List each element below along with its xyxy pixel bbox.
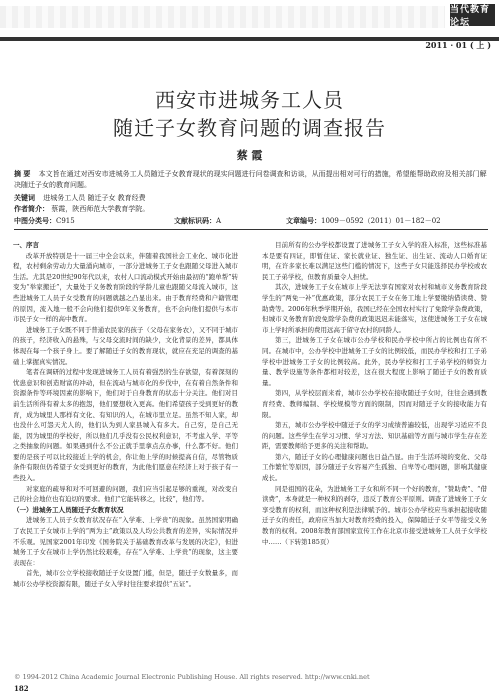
header-pattern [0, 6, 445, 28]
page-number: 182 [14, 684, 29, 693]
paragraph: 对家庭的疏导和对不可回避的问题，我们应当引起足够的重视，对改变自己的社会地位也有迫切的要求。他们“它能转移之，比较”，他们等。 [13, 484, 238, 504]
issue-number: 2011 · 01 ( 上 ) [425, 40, 491, 50]
keywords-label: 关键词 [14, 193, 35, 202]
clc-field: 中图分类号：C915 [14, 216, 75, 225]
journal-logo: 当代教育论坛 [450, 4, 495, 26]
paragraph: 首先，城市公立学校接收随迁子女设置门槛，但是，随迁子女数量多，而城市公办学校资源有限，随迁子女入学时往往要求提供“五证”。 [13, 569, 238, 588]
paragraph: 进城务工子女既不同于普通农民家的孩子（父母在家务农），又不同于城市的孩子，经济收入的悬殊，与父母交流时间的缺少，文化背景的差异，都具体体现在每一个孩子身上。要了解随迁子女的教育现状，就应在充足的调查的基础上掌握真实情况。 [13, 325, 238, 366]
paragraph: 目前所有的公办学校都设置了进城务工子女入学的准入标准，这些标准基本是要有四证，即暂住证、家长就业证、独生证、出生证、流动人口婚育证明，在许多家长难以满足这些门槛的情况下，这些子女只能选择民办学校或农民工子弟学校，但教育质量令人担忧。 [262, 241, 487, 281]
article-title-line2: 随迁子女教育问题的调查报告 [113, 116, 386, 140]
abstract-label: 摘 要 [14, 169, 31, 178]
author-info-label: 作者简介： [14, 204, 49, 213]
paragraph: 第三，进城务工子女在城市公办学校和民办学校中所占的比例也有所不同。在城市中，公办学校中进城务工子女的比例较低，而民办学校和打工子弟学校中进城务工子女的比例较高。此外，民办学校和打工子弟学校的师资力量、教学设施等条件都相对较差，这在很大程度上影响了随迁子女的教育质量。 [262, 336, 487, 387]
left-column [13, 240, 238, 590]
meta-divider [14, 229, 488, 230]
abstract-text: 本文旨在通过对西安市进城务工人员随迁子女教育现状的现实问题进行问卷调查和访谈，从而提出相对可行的措施，希望能帮助政府及相关部门解决随迁子女的教育问题。 [14, 170, 487, 189]
paragraph: 第四，从学校层面来看，城市公办学校在接收随迁子女时，往往会遇到教育经费、教师编制、学校规模等方面的限制，因而对随迁子女的接收能力有限。 [262, 389, 487, 419]
paragraph: 进城务工人员子女教育状况存在“入学难、上学贵”的现象。虽然国家明确了农民工子女城市上学的“两为主”政策以及人均公共教育的差异，实际情况并不乐观。见国家2001年印发《国务院关于基础教育改革与发展的决定》，但进城务工子女在城市上学仍然比较艰难，存在“入学难、上学贵”的现象，这主要表现在： [13, 516, 238, 567]
abstract [14, 168, 488, 191]
journal-header [0, 0, 499, 36]
author-name: 蔡 霞 [236, 149, 263, 162]
copyright-footer: © 1994-2012 China Academic Journal Electronic Publishing House. All rights reserved. http://www.cnki.net [14, 673, 370, 681]
paragraph: 同是祖国的花朵，为进城务工子女和所不同一个好的教育，“赞助费”、“借读费”，本身就是一种权利的剥夺，违反了教育公平原则。调查了进城务工子女享受教育的权利，而这种权利是法律赋予的。城市公办学校应当承担起接收随迁子女的责任，政府应当加大对教育经费的投入，保障随迁子女平等接受义务教育的权利。2008年教育部国家宣传工作在北京市接受进城务工人员子女学校中……（下转第185页） [262, 484, 487, 546]
keywords-text: 进城务工人员 随迁子女 教育经费 [43, 194, 146, 202]
paragraph: 其次，进城务工子女在城市上学无法享有国家对农村和城市义务教育阶段学生的“两免一补”优惠政策，部分农民工子女在务工地上学要缴纳借读费、赞助费等。2006年秋季学期开始，我国已经在全国农村实行了免除学杂费政策，但城市义务教育阶段免除学杂费的政策迟迟未能落实，这使进城务工子女在城市上学时所承担的费用远高于留守农村的同龄人。 [262, 283, 487, 334]
paragraph: 改革开放特别是十一届三中全会以来，伴随着我国社会工业化、城市化进程，农村剩余劳动力大量涌向城市，一部分进城务工子女也跟随父母进入城市生活。尤其是20世纪90年代以来，农村人口流动模式开始由最初的“跑单帮”转变为“举家搬迁”，大量处于义务教育阶段的学龄儿童也跟随父母流入城市，这些进城务工人员子女受教育的问题就越之凸显出来。由于教育经费和户籍管理的原因，流入地一般不会向他们提供9年义务教育，也不会向他们提供与本市市民子女一样的高中教育。 [13, 251, 238, 324]
article-number-field: 文章编号：1009－0592（2011）01－182－02 [286, 216, 441, 225]
section-heading: （一）进城务工人员随迁子女教育状况 [13, 505, 124, 514]
author-info [14, 203, 488, 215]
section-heading: 一、序言 [13, 241, 39, 249]
author-info-text: 蔡霞，陕西师范大学教育学院。 [51, 205, 150, 213]
article-title-line1: 西安市进城务工人员 [155, 88, 344, 112]
doc-code-field: 文献标识码：A [174, 216, 222, 225]
right-column [262, 240, 487, 547]
paragraph: 第六，随迁子女的心理健康问题也日益凸显。由于生活环境的变化、父母工作繁忙等原因，部分随迁子女容易产生孤独、自卑等心理问题，影响其健康成长。 [262, 452, 487, 483]
header-rule [0, 37, 499, 41]
paragraph: 第五，城市公办学校中随迁子女的学习成绩普遍较低，出现学习适应不良的问题。这些学生在学习习惯、学习方法、知识基础等方面与城市学生存在差距，需要教师给予更多的关注和帮助。 [262, 421, 487, 451]
paragraph: 笔者在调研的过程中发现进城务工人员有着强烈的生存欲望，有着深刻的忧患意识和创造财富的冲动，但在流动与城市化的步伐中，在有着自然条件和资源条件等环境因素的影响下，他们对于自身教育的状态十分关注。他们对目前生活所得有着太多的抱怨，他们要想收入更高。他们希望孩子受到更好的教育，成为城里人那样有文化、有知识的人，在城市里立足。虽然不知人家，却也没什么可怨天尤人的，他们认为到人家县城入有多大。自己穷，是自己无能，因为城里的学校好，所以他们几乎没有公民权利意识，不考虑入学、平等之类抽象的问题。如果遇到什么不公正就手里拿点点办事，什么都不好。他们要的是孩子可以比较接近上学的机会，你让他上学的时候提高自信，尽管物质条件有限但仍希望子女受到更好的教育，为此他们愿意在经济上对于孩子有一些投入。 [13, 368, 238, 483]
